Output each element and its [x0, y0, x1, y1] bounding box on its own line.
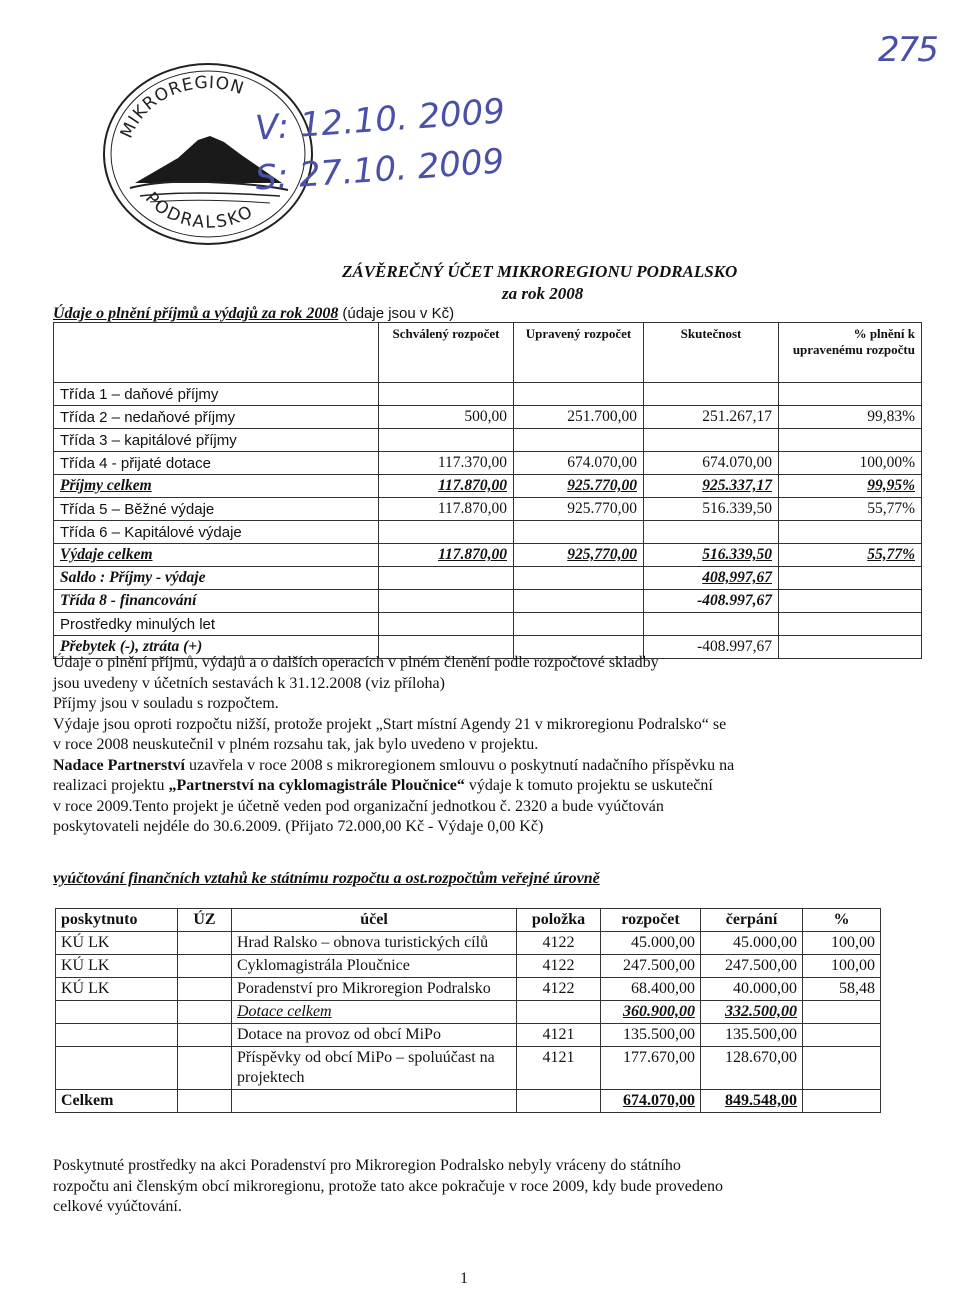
page-number: 1	[460, 1270, 468, 1287]
table-row-surplus: Přebytek (-), ztráta (+) -408.997,67	[54, 636, 922, 659]
document-subtitle: za rok 2008	[502, 284, 584, 303]
table-row: Třída 4 - přijaté dotace 117.370,00 674.070,00 674.070,00 100,00%	[54, 452, 922, 475]
table-row: Třída 1 – daňové příjmy	[54, 383, 922, 406]
table-row-saldo: Saldo : Příjmy - výdaje 408,997,67	[54, 567, 922, 590]
table-row: Třída 3 – kapitálové příjmy	[54, 429, 922, 452]
table-header-row: poskytnuto ÚZ účel položka rozpočet čerpání %	[56, 909, 881, 932]
table-row: Příspěvky od obcí MiPo – spoluúčast na projektech 4121 177.670,00 128.670,00	[56, 1047, 881, 1090]
table-row-financing: Třída 8 - financování -408.997,67	[54, 590, 922, 613]
table-row-subsidy-total: Dotace celkem 360.900,00 332.500,00	[56, 1001, 881, 1024]
state-budget-table	[55, 908, 881, 1113]
svg-text:MIKROREGION: MIKROREGION	[116, 72, 247, 142]
col-schvaleny: Schválený rozpočet	[379, 323, 514, 383]
table-row: Třída 2 – nedaňové příjmy 500,00 251.700,00 251.267,17 99,83%	[54, 406, 922, 429]
handwritten-date-1: V: 12.10. 2009	[253, 91, 507, 149]
table-row: Prostředky minulých let	[54, 613, 922, 636]
table-header-row	[54, 323, 922, 383]
table-row-total-expenses: Výdaje celkem 117.870,00 925,770,00 516.339,50 55,77%	[54, 544, 922, 567]
table-row-grand-total: Celkem 674.070,00 849.548,00	[56, 1090, 881, 1113]
table-row: KÚ LK Poradenství pro Mikroregion Podralsko 4122 68.400,00 40.000,00 58,48	[56, 978, 881, 1001]
handwritten-page-number: 275	[878, 30, 937, 70]
closing-paragraph: Poskytnuté prostředky na akci Poradenství pro Mikroregion Podralsko nebyly vráceny do státního rozpočtu ani členským obcí mikroregionu, protože tato akce pokračuje v roce 2009, kdy bude provedeno celkové vyúčtování.	[53, 1157, 723, 1215]
section2-heading: vyúčtování finančních vztahů ke státnímu rozpočtu a ost.rozpočtům veřejné úrovně	[53, 870, 600, 887]
col-skutecnost: Skutečnost	[644, 323, 779, 383]
table-row: Třída 6 – Kapitálové výdaje	[54, 521, 922, 544]
table-row: KÚ LK Cyklomagistrála Ploučnice 4122 247.500,00 247.500,00 100,00	[56, 955, 881, 978]
table-row: KÚ LK Hrad Ralsko – obnova turistických cílů 4122 45.000,00 45.000,00 100,00	[56, 932, 881, 955]
col-upraveny: Upravený rozpočet	[514, 323, 644, 383]
section1-heading: Údaje o plnění příjmů a výdajů za rok 2008 (údaje jsou v Kč)	[53, 305, 455, 322]
budget-summary-table	[53, 322, 922, 659]
table-row: Třída 5 – Běžné výdaje 117.870,00 925.770,00 516.339,50 55,77%	[54, 498, 922, 521]
table-row-total-income: Příjmy celkem 117.870,00 925.770,00 925.337,17 99,95%	[54, 475, 922, 498]
table-row: Dotace na provoz od obcí MiPo 4121 135.500,00 135.500,00	[56, 1024, 881, 1047]
document-title: ZÁVĚREČNÝ ÚČET MIKROREGIONU PODRALSKO	[342, 262, 738, 281]
col-plneni: % plnění k upravenému rozpočtu	[779, 323, 922, 383]
mikroregion-stamp-logo	[100, 58, 315, 248]
handwritten-date-2: S: 27.10. 2009	[253, 141, 506, 199]
svg-text:PODRALSKO: PODRALSKO	[140, 188, 258, 233]
paragraph-accounts: Údaje o plnění příjmů, výdajů a o dalších operacích v plném členění podle rozpočtové skladby jsou uvedeny v účetních sestavách k 31.12.2008 (viz příloha) Příjmy jsou v souladu s rozpočtem. Výdaje jsou oproti rozpočtu nižší, protože projekt „Start místní Agendy 21 v mikroregionu Podralsko“ se v roce 2008 neuskutečnil v plném rozsahu tak, jak bylo uvedeno v projektu. Nadace Partnerství uzavřela v roce 2008 s mikroregionem smlouvu o poskytnutí nadačního příspěvku na realizaci projektu „Partnerství na cyklomagistrále Ploučnice“ výdaje k tomuto projektu se uskuteční v roce 2009.Tento projekt je účetně veden pod organizační jednotkou č. 2320 a bude vyúčtován poskytovateli nejdéle do 30.6.2009. (Přijato 72.000,00 Kč - Výdaje 0,00 Kč)	[53, 654, 735, 835]
